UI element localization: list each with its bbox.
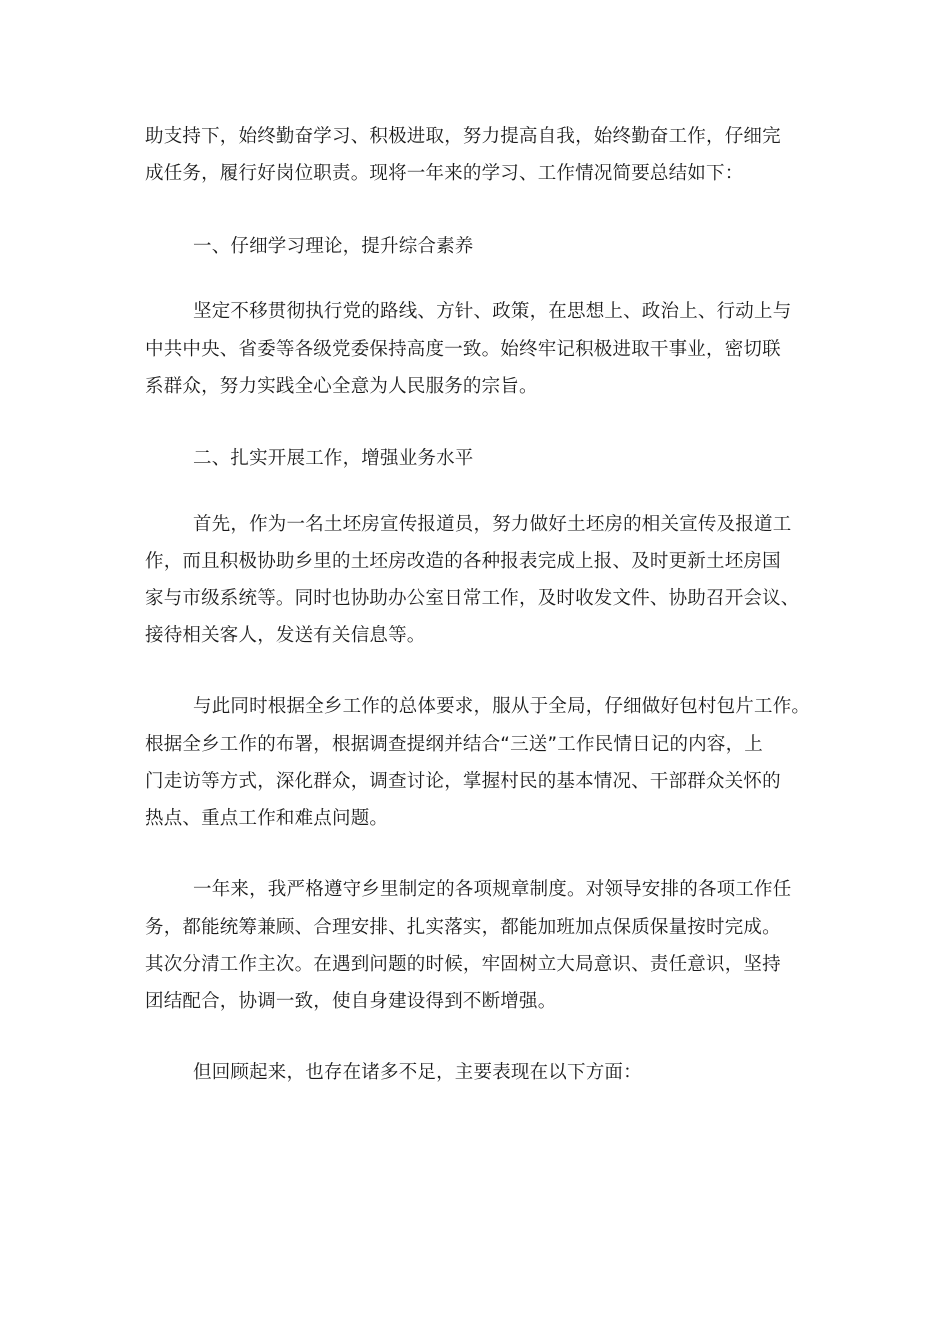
section-2-p2-line-1: 与此同时根据全乡工作的总体要求，服从于全局，仔细做好包村包片工作。 <box>193 696 811 717</box>
section-2-heading: 二、扎实开展工作，增强业务水平 <box>193 448 474 469</box>
section-2-p3-line-3: 其次分清工作主次。在遇到问题的时候，牢固树立大局意识、责任意识，坚持 <box>145 954 781 975</box>
section-2-p3-line-2: 务，都能统筹兼顾、合理安排、扎实落实，都能加班加点保质保量按时完成。 <box>145 917 781 938</box>
section-2-p1-line-1: 首先，作为一名土坯房宣传报道员，努力做好土坯房的相关宣传及报道工 <box>193 514 792 535</box>
section-2-p2-line-3: 门走访等方式，深化群众，调查讨论，掌握村民的基本情况、干部群众关怀的 <box>145 771 781 792</box>
section-1-line-1: 坚定不移贯彻执行党的路线、方针、政策，在思想上、政治上、行动上与 <box>193 301 792 322</box>
section-2-p2-line-4: 热点、重点工作和难点问题。 <box>145 808 389 829</box>
section-2-p2-line-2: 根据全乡工作的布署，根据调查提纲并结合“三送”工作民情日记的内容，上 <box>145 734 763 755</box>
section-2-p1-line-3: 家与市级系统等。同时也协助办公室日常工作，及时收发文件、协助召开会议、 <box>145 588 800 609</box>
section-2-p1-line-2: 作，而且积极协助乡里的土坯房改造的各种报表完成上报、及时更新土坯房国 <box>145 551 781 572</box>
section-2-p4-line-1: 但回顾起来，也存在诸多不足，主要表现在以下方面： <box>193 1062 642 1083</box>
section-2-p3-line-4: 团结配合，协调一致，使自身建设得到不断增强。 <box>145 991 557 1012</box>
section-2-p1-line-4: 接待相关客人，发送有关信息等。 <box>145 625 426 646</box>
intro-line-1: 助支持下，始终勤奋学习、积极进取，努力提高自我，始终勤奋工作，仔细完 <box>145 126 781 147</box>
intro-line-2: 成任务，履行好岗位职责。现将一年来的学习、工作情况简要总结如下： <box>145 163 744 184</box>
section-2-p3-line-1: 一年来，我严格遵守乡里制定的各项规章制度。对领导安排的各项工作任 <box>193 879 792 900</box>
section-1-heading: 一、仔细学习理论，提升综合素养 <box>193 236 474 257</box>
section-1-line-3: 系群众，努力实践全心全意为人民服务的宗旨。 <box>145 376 538 397</box>
section-1-line-2: 中共中央、省委等各级党委保持高度一致。始终牢记积极进取干事业，密切联 <box>145 339 781 360</box>
